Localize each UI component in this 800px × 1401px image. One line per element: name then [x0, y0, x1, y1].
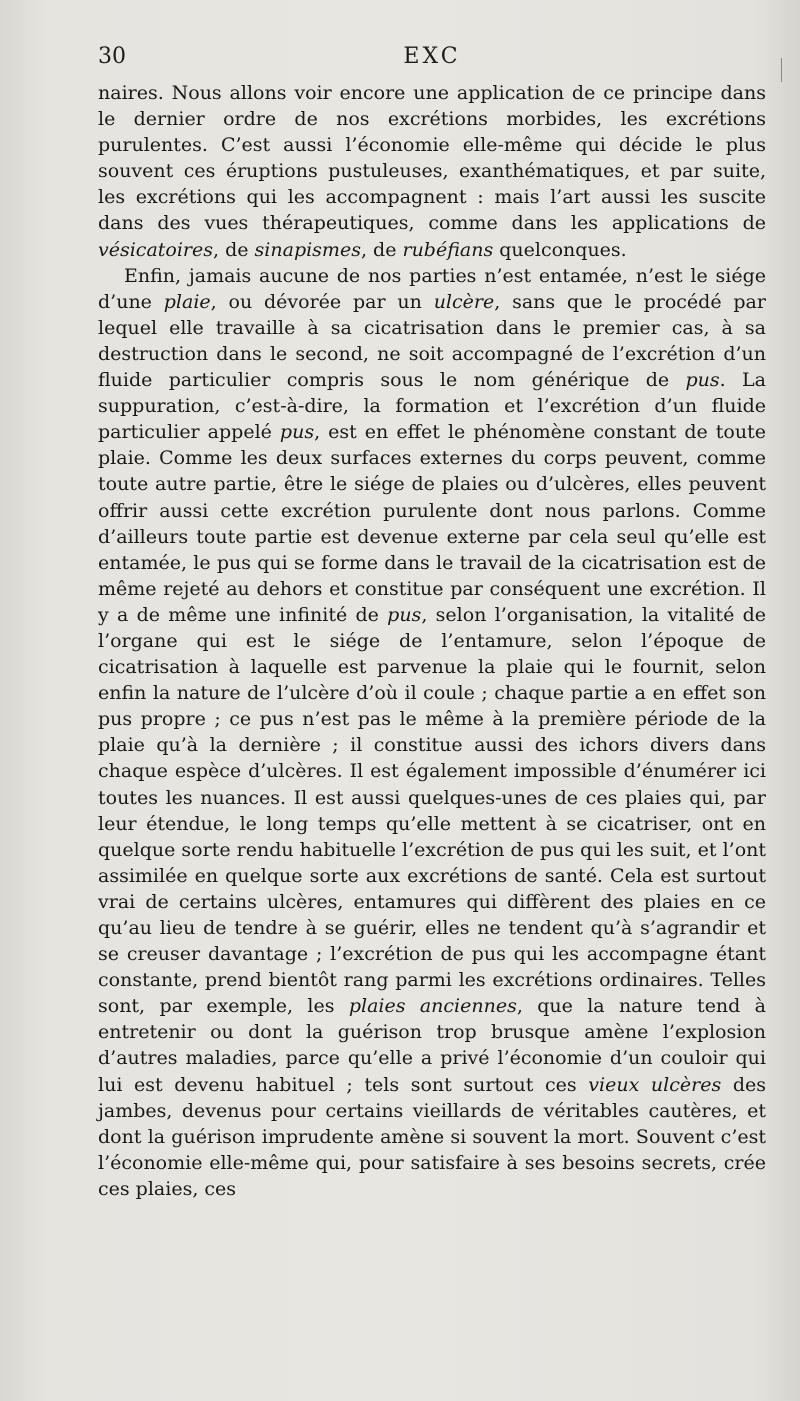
text-run: des jambes, devenus pour certains vieillards de véritables cautères, et dont la guérison imprudente amène si souvent la mort. Souvent c’est l’économie elle-même qui, pour satisfaire à ses besoins secrets, crée ces plaies, ces	[98, 1073, 766, 1200]
italic-term: pus	[685, 369, 720, 392]
italic-term: ulcère	[433, 290, 495, 313]
italic-term: pus	[387, 603, 422, 626]
page-number: 30	[98, 44, 126, 69]
italic-term: rubéfians	[402, 238, 494, 261]
body-text	[98, 80, 766, 1202]
italic-term: pus	[279, 421, 315, 444]
running-head-title: EXC	[403, 44, 461, 69]
text-run: Enfin, jamais aucune de nos parties n’est entamée, n’est le siége d’une	[98, 264, 766, 313]
text-run: , de	[213, 238, 255, 261]
text-run: , ou dévorée par un	[210, 290, 434, 313]
margin-mark	[781, 58, 782, 82]
italic-term: sinapismes	[254, 238, 361, 261]
paragraph	[98, 80, 766, 263]
paragraph	[98, 263, 766, 1202]
text-run: quelconques.	[493, 238, 627, 261]
italic-term: vieux ulcères	[588, 1073, 722, 1096]
text-run: , sans que le procédé par lequel elle travaille à sa cicatrisation dans le premier cas, à sa destruction dans le second, ne soit accompagné de l’excrétion d’un fluide particulier compris sous le nom générique de	[98, 290, 766, 392]
text-run: naires. Nous allons voir encore une application de ce principe dans le dernier ordre de nos excrétions morbides, les excrétions purulentes. C’est aussi l’économie elle-même qui décide le plus souvent ces éruptions pustuleuses, exanthématiques, et par suite, les excrétions qui les accompagnent : mais l’art aussi les suscite dans des vues thérapeutiques, comme dans les applications de	[98, 82, 766, 235]
italic-term: vésicatoires	[98, 238, 214, 261]
text-run: . La suppuration, c’est-à-dire, la formation et l’excrétion d’un fluide particulier appelé	[98, 369, 766, 444]
running-head	[98, 44, 766, 76]
italic-term: plaies anciennes	[348, 995, 517, 1018]
italic-term: plaie	[163, 290, 211, 313]
text-run: , que la nature tend à entretenir ou dont la guérison trop brusque amène l’explosion d’autres maladies, parce qu’elle a privé l’économie d’un couloir qui lui est devenu habituel ; tels sont surtout ces	[98, 995, 766, 1096]
text-run: , selon l’organisation, la vitalité de l’organe qui est le siége de l’entamure, selon l’époque de cicatrisation à laquelle est parvenue la plaie qui le fournit, selon enfin la nature de l’ulcère d’où il coule ; chaque partie a en effet son pus propre ; ce pus n’est pas le même à la première période de la plaie qu’à la dernière ; il constitue aussi des ichors divers dans chaque espèce d’ulcères. Il est également impossible d’énumérer ici toutes les nuances. Il est aussi quelques-unes de ces plaies qui, par leur étendue, le long temps qu’elle mettent à se cicatriser, ont en quelque sorte rendu habituelle l’excrétion de pus qui les suit, et l’ont assimilée en quelque sorte aux excrétions de santé. Cela est surtout vrai de certains ulcères, entamures qui diffèrent des plaies en ce qu’au lieu de tendre à se guérir, elles ne tendent qu’à s’agrandir et se creuser davantage ; l’excrétion de pus qui les accompagne étant constante, prend bientôt rang parmi les excrétions ordinaires. Telles sont, par exemple, les	[98, 603, 766, 1018]
text-run: , de	[360, 238, 403, 261]
text-run: , est en effet le phénomène constant de toute plaie. Comme les deux surfaces externes du corps peuvent, comme toute autre partie, être le siége de plaies ou d’ulcères, elles peuvent offrir aussi cette excrétion purulente dont nous parlons. Comme d’ailleurs toute partie est devenue externe par cela seul qu’elle est entamée, le pus qui se forme dans le travail de la cicatrisation est de même rejeté au dehors et constitue par conséquent une excrétion. Il y a de même une infinité de	[98, 421, 766, 626]
